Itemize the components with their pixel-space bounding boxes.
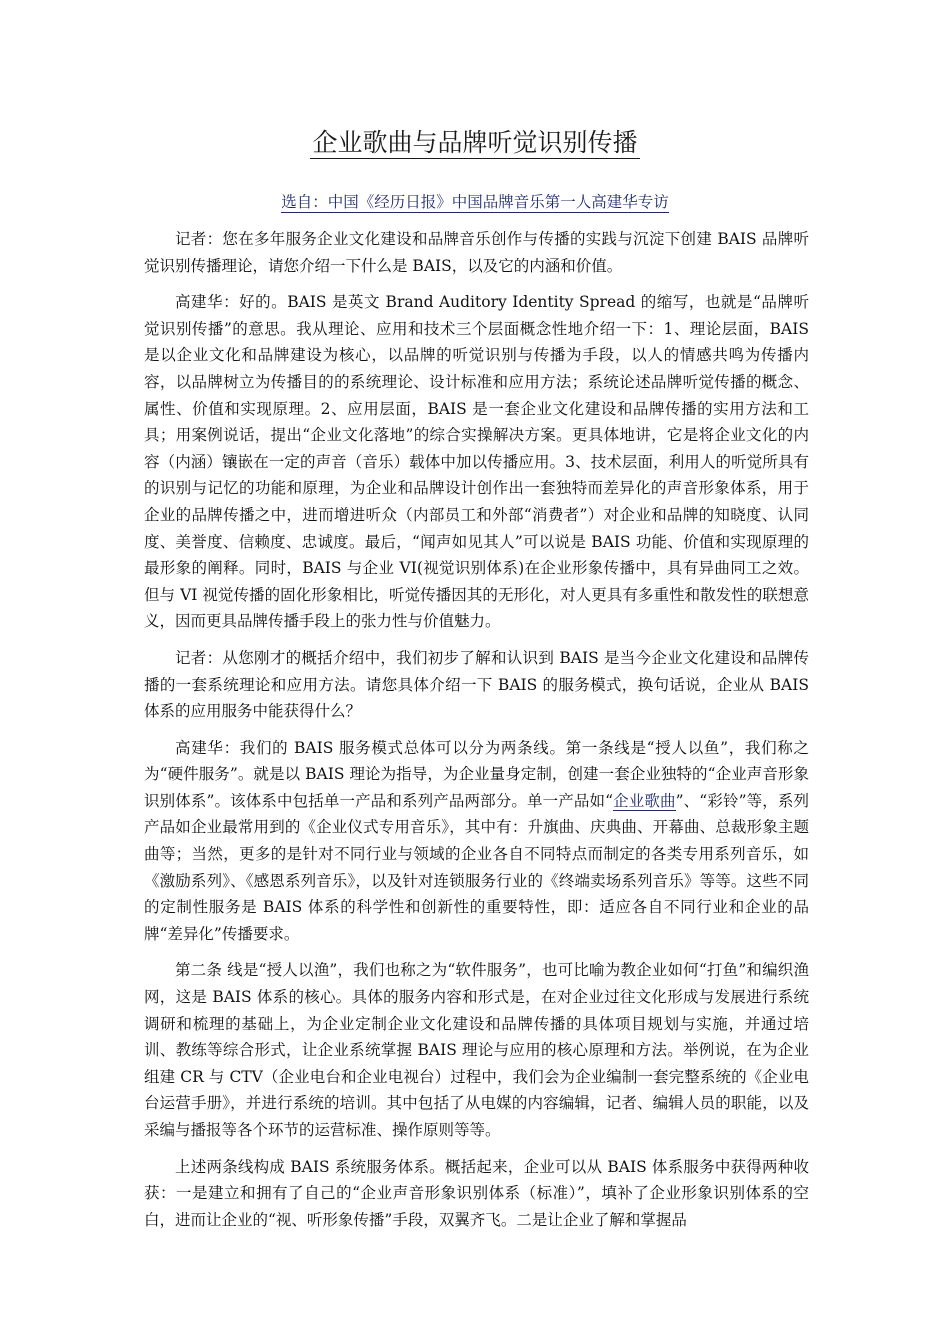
answer-2-text-after: ”、“彩铃”等，系列产品如企业最常用到的《企业仪式专用音乐》，其中有：升旗曲、庆典曲、开幕曲、总裁形象主题曲等；当然，更多的是针对不同行业与领域的企业各自不同特点而制定的各类专用系列音乐，如《激励系列》、《感恩系列音乐》，以及针对连锁服务行业的《终端卖场系列音乐》等等。这些不同的定制性服务是 BAIS 体系的科学性和创新性的重要特性，即：适应各自不同行业和企业的品牌“差异化”传播要求。 xyxy=(144,791,809,943)
paragraph-second-line: 第二条 线是“授人以渔”，我们也称之为“软件服务”，也可比喻为教企业如何“打鱼”和编织渔网，这是 BAIS 体系的核心。具体的服务内容和形式是，在对企业过往文化形成与发展进行系统调研和梳理的基础上，为企业定制企业文化建设和品牌传播的具体项目规划与实施，并通过培训、教练等综合形式，让企业系统掌握 BAIS 理论与应用的核心原理和方法。举例说，在为企业组建 CR 与 CTV（企业电台和企业电视台）过程中，我们会为企业编制一套完整系统的《企业电台运营手册》，并进行系统的培训。其中包括了从电媒的内容编辑，记者、编辑人员的职能，以及采编与播报等各个环节的运营标准、操作原则等等。 xyxy=(144,961,809,1139)
source-line xyxy=(0,190,950,214)
page-title-text: 企业歌曲与品牌听觉识别传播 xyxy=(312,128,638,157)
paragraph-reporter-question-1: 记者：您在多年服务企业文化建设和品牌音乐创作与传播的实践与沉淀下创建 BAIS 品牌听觉识别传播理论，请您介绍一下什么是 BAIS，以及它的内涵和价值。 xyxy=(144,230,809,275)
article-body xyxy=(144,226,809,1243)
source-link[interactable]: 选自：中国《经历日报》中国品牌音乐第一人高建华专访 xyxy=(281,193,669,211)
paragraph-reporter-question-2: 记者：从您刚才的概括介绍中，我们初步了解和认识到 BAIS 是当今企业文化建设和品牌传播的一套系统理论和应用方法。请您具体介绍一下 BAIS 的服务模式，换句话说，企业从 BAIS 体系的应用服务中能获得什么？ xyxy=(144,648,809,721)
paragraph-summary: 上述两条线构成 BAIS 系统服务体系。概括起来，企业可以从 BAIS 体系服务中获得两种收获：一是建立和拥有了自己的“企业声音形象识别体系（标准）”，填补了企业形象识别体系的空白，进而让企业的“视、听形象传播”手段，双翼齐飞。二是让企业了解和掌握品 xyxy=(144,1157,809,1229)
paragraph-answer-2 xyxy=(144,735,809,948)
paragraph-answer-1: 高建华：好的。BAIS 是英文 Brand Auditory Identity Spread 的缩写，也就是“品牌听觉识别传播”的意思。我从理论、应用和技术三个层面概念性地介绍一下：1、理论层面，BAIS 是以企业文化和品牌建设为核心，以品牌的听觉识别与传播为手段，以人的情感共鸣为传播内容，以品牌树立为传播目的的系统理论、设计标准和应用方法；系统论述品牌听觉传播的概念、属性、价值和实现原理。2、应用层面，BAIS 是一套企业文化建设和品牌传播的实用方法和工具；用案例说话，提出“企业文化落地”的综合实操解决方案。更具体地讲，它是将企业文化的内容（内涵）镶嵌在一定的声音（音乐）载体中加以传播应用。3、技术层面，利用人的听觉所具有的识别与记忆的功能和原理，为企业和品牌设计创作出一套独特而差异化的声音形象体系，用于企业的品牌传播之中，进而增进听众（内部员工和外部“消费者”）对企业和品牌的知晓度、认同度、美誉度、信赖度、忠诚度。最后，“闻声如见其人”可以说是 BAIS 功能、价值和实现原理的最形象的阐释。同时，BAIS 与企业 VI(视觉识别体系)在企业形象传播中，具有异曲同工之效。但与 VI 视觉传播的固化形象相比，听觉传播因其的无形化，对人更具有多重性和散发性的联想意义，因而更具品牌传播手段上的张力性与价值魅力。 xyxy=(144,293,809,631)
page-title xyxy=(0,126,950,160)
enterprise-song-link[interactable]: 企业歌曲 xyxy=(613,791,676,810)
answer-2-text-before: 高建华：我们的 BAIS 服务模式总体可以分为两条线。第一条线是“授人以鱼”，我们称之为“硬件服务”。就是以 BAIS 理论为指导，为企业量身定制，创建一套企业独特的“企业声音形象识别体系”。该体系中包括单一产品和系列产品两部分。单一产品如“ xyxy=(144,738,809,810)
